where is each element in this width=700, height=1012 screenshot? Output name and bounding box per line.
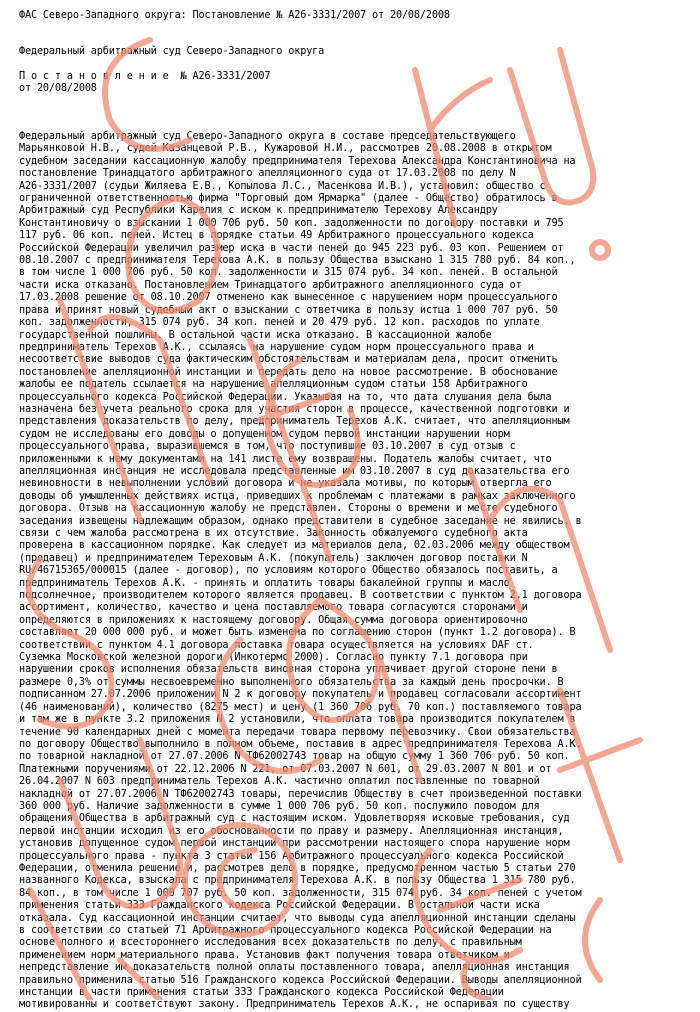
document-title: П о с т а н о в л е н и е № А26-3331/2007 <box>19 71 271 82</box>
document-body: Федеральный арбитражный суд Северо-Западного округа в составе председательствующего Марьянковой Н.В., судей Казанцевой Р.В., Кужаровой Н.И., рассмотрев 20.08.2008 в открытом судебном заседании кассационную жалобу предпринимателя Терехова Александра Константиновича на постановление Тринадцатого арбитражного апелляционного суда от 17.03.2008 по делу N А26-3331/2007 (судьи Жиляева Е.В., Копылова Л.С., Масенкова И.В.), установил: общество с ограниченной ответственностью фирма "Торговый дом Ярмарка" (далее - Общество) обратилось в Арбитражный суд Республики Карелия с иском к предпринимателю Терехову Александру Константиновичу о взыскании 1 000 706 руб. 50 коп. задолженности по договору поставки и 795 117 руб. 06 коп. пеней. Истец в порядке статьи 49 Арбитражного процессуального кодекса Российской Федерации увеличил размер иска в части пеней до 945 223 руб. 03 коп. Решением от 08.10.2007 с предпринимателя Терехова А.К. в пользу Общества взыскано 1 315 780 руб. 84 коп., в том числе 1 000 706 руб. 50 коп. задолженности и 315 074 руб. 34 коп. пеней. В остальной части иска отказано. Постановлением Тринадцатого арбитражного апелляционного суда от 17.03.2008 решение от 08.10.2007 отменено как вынесенное с нарушением норм процессуального права и принят новый судебный акт о взыскании с ответчика в пользу истца 1 000 707 руб. 50 коп. задолженности, 315 074 руб. 34 коп. пеней и 20 479 руб. 12 коп. расходов по уплате государственной пошлины. В остальной части иска отказано. В кассационной жалобе предприниматель Терехов А.К., ссылаясь на нарушение судом норм процессуального права и несоответствие выводов суда фактическим обстоятельствам и материалам дела, просит отменить постановление апелляционной инстанции и передать дело на новое рассмотрение. В обоснование жалобы ее податель ссылается на нарушение апелляционным судом статьи 158 Арбитражного процессуального кодекса Российской Федерации. Указывая на то, что дата слушания дела была назначена без учета реального срока для участия сторон в процессе, качественной подготовки и представления доказательств по делу, предприниматель Терехов А.К. считает, что апелляционным судом не исследованы его доводы о допущенном судом первой инстанции нарушении норм процессуального права, выразившемся в том, что поступившие 03.10.2007 в суд отзыв с приложенными к нему документами на 141 листе ему возвращены. Податель жалобы считает, что апелляционная инстанция не исследовала представленные им 03.10.2007 в суд доказательства его невиновности в невыполнении условий договора и не указала мотивы, по которым отвергла его доводы об умышленных действиях истца, приведших к проблемам с платежами в рамках заключенного договора. Отзыв на кассационную жалобу не представлен. Стороны о времени и месте судебного заседания извещены надлежащим образом, однако представители в судебное заседание не явились, в связи с чем жалоба рассмотрена в их отсутствие. Законность обжалуемого судебного акта проверена в кассационном порядке. Как следует из материалов дела, 02.03.2006 между обществом (продавец) и предпринимателем Тереховым А.К. (покупатель) заключен договор поставки N RU/46715365/000015 (далее - договор), по условиям которого Общество обязалось поставить, а предприниматель Терехов А.К. - принять и оплатить товары бакалейной группы и масло подсолнечное, производителем которого является продавец. В соответствии с пунктом 2.1 договора ассортимент, количество, качество и цена поставляемого товара согласуются сторонами и определяются в приложениях к настоящему договору. Общая сумма договора ориентировочно составляет 20 000 000 руб. и может быть изменена по соглашению сторон (пункт 1.2 договора). В соответствии с пунктом 4.1 договора поставка товара осуществляется на условиях DAF ст. Суземка Московской железной дороги (Инкотермс 2000). Согласно пункту 7.1 договора при нарушении сроков исполнения обязательств виновная сторона уплачивает другой стороне пени в размере 0,3% от суммы несвоевременно выполненного обязательства за каждый день просрочки. В подписанном 27.07.2006 приложении N 2 к договору покупатель и продавец согласовали ассортимент (46 наименований), количество (8275 мест) и цену (1 360 706 руб. 70 коп.) поставляемого товара и там же в пункте 3.2 приложения N 2 установили, что оплата товара производится покупателем в течение 90 календарных дней с момента передачи товара первому перевозчику. Свои обязательства по договору Общество выполнило в полном объеме, поставив в адрес предпринимателя Терехова А.К. по товарной накладной от 27.07.2006 N ТФ62002743 товар на общую сумму 1 360 706 руб. 50 коп. Платежными поручениями от 22.12.2006 N 221, от 07.03.2007 N 601, от 29.03.2007 N 801 и от 26.04.2007 N 603 предприниматель Терехов А.К. частично оплатил поставленные по товарной накладной от 27.07.2006 N ТФ62002743 товары, перечислив Обществу в счет произведенной поставки 360 000 руб. Наличие задолженности в сумме 1 000 706 руб. 50 коп. послужило поводом для обращения Общества в арбитражный суд с настоящим иском. Удовлетворяя исковые требования, суд первой инстанции исходил из его обоснованности по праву и размеру. Апелляционная инстанция, установив допущенное судом первой инстанции при рассмотрении настоящего спора нарушение норм процессуального права - пункта 3 статьи 156 Арбитражного процессуального кодекса Российской Федерации, отменила решение и, рассмотрев дело в порядке, предусмотренном частью 5 статьи 270 названного Кодекса, взыскала с предпринимателя Терехова А.К. в пользу Общества 1 315 780 руб. 84 коп., в том числе 1 000 707 руб. 50 коп. задолженности, 315 074 руб. 34 коп. пеней с учетом применения статьи 333 Гражданского кодекса Российской Федерации. В остальной части иска отказала. Суд кассационной инстанции считает, что выводы суда апелляционной инстанции сделаны в соответствии со статьей 71 Арбитражного процессуального кодекса Российской Федерации на основе полного и всестороннего исследования всех доказательств по делу, с правильным применением норм материального права. Установив факт получения товара ответчиком и непредставление им доказательств полной оплаты поставленного товара, апелляционная инстанция правильно применила статью 516 Гражданского кодекса Российской Федерации. Выводы апелляционной инстанции в части применения статьи 333 Гражданского кодекса Российской Федерации мотивированны и соответствуют закону. Предприниматель Терехов А.К., не оспаривая по существу <box>19 131 582 1011</box>
document-date: от 20/08/2008 <box>19 83 97 94</box>
court-name: Федеральный арбитражный суд Северо-Западного округа <box>19 46 325 57</box>
document-header: ФАС Северо-Западного округа: Постановление № А26-3331/2007 от 20/08/2008 <box>19 10 450 21</box>
